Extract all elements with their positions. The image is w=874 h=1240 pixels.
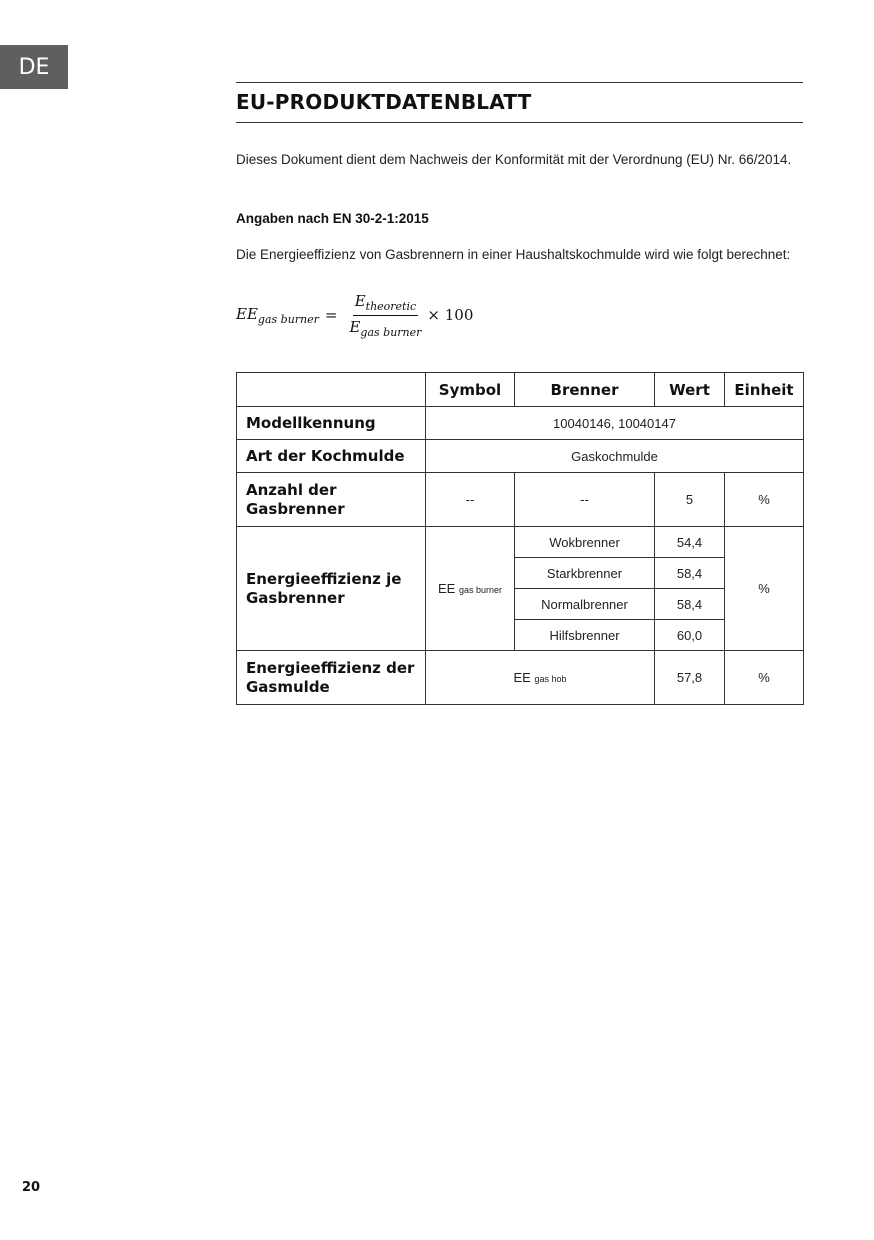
anzahl-label: Anzahl der Gasbrenner [237, 473, 426, 527]
effizienz-label: Energieeffizienz je Gasbrenner [237, 527, 426, 651]
art-value: Gaskochmulde [426, 440, 804, 473]
language-tab: DE [0, 45, 68, 89]
brenner-wert: 58,4 [655, 589, 725, 620]
brenner-name: Starkbrenner [515, 558, 655, 589]
anzahl-einheit: % [725, 473, 804, 527]
modell-label: Modellkennung [237, 407, 426, 440]
intro-paragraph: Dieses Dokument dient dem Nachweis der Konformität mit der Verordnung (EU) Nr. 66/2014. [236, 152, 792, 167]
formula-fraction [347, 292, 423, 339]
section-subheading: Angaben nach EN 30-2-1:2015 [236, 211, 429, 226]
product-data-table [236, 372, 804, 705]
title-rule-bottom [236, 122, 803, 123]
mulde-einheit: % [725, 651, 804, 705]
formula-equals: = [324, 306, 338, 324]
header-wert: Wert [655, 373, 725, 407]
table-row-modell [237, 407, 804, 440]
anzahl-brenner: -- [515, 473, 655, 527]
art-label: Art der Kochmulde [237, 440, 426, 473]
brenner-wert: 58,4 [655, 558, 725, 589]
page-number: 20 [22, 1180, 41, 1195]
page-title: EU-PRODUKTDATENBLATT [236, 90, 532, 114]
table-row-mulde [237, 651, 804, 705]
formula-numerator: $E_{theoretic}$ [353, 292, 418, 316]
anzahl-symbol: -- [426, 473, 515, 527]
header-symbol: Symbol [426, 373, 515, 407]
brenner-name: Wokbrenner [515, 527, 655, 558]
header-blank [237, 373, 426, 407]
calculation-paragraph: Die Energieeffizienz von Gasbrennern in einer Haushaltskochmulde wird wie folgt berechnet: [236, 247, 791, 262]
mulde-label: Energieeffizienz der Gasmulde [237, 651, 426, 705]
mulde-wert: 57,8 [655, 651, 725, 705]
brenner-name: Hilfsbrenner [515, 620, 655, 651]
formula-lhs: $EE_{gas burner}$ [236, 304, 319, 326]
table-header-row [237, 373, 804, 407]
title-rule-top [236, 82, 803, 83]
header-einheit: Einheit [725, 373, 804, 407]
brenner-wert: 54,4 [655, 527, 725, 558]
formula-factor: × 100 [427, 306, 474, 324]
effizienz-symbol: EE gas burner [426, 527, 515, 651]
brenner-name: Normalbrenner [515, 589, 655, 620]
table-row-effizienz [237, 527, 804, 558]
brenner-wert: 60,0 [655, 620, 725, 651]
mulde-symbol: EE gas hob [426, 651, 655, 705]
table-row-art [237, 440, 804, 473]
table-row-anzahl [237, 473, 804, 527]
anzahl-wert: 5 [655, 473, 725, 527]
header-brenner: Brenner [515, 373, 655, 407]
modell-value: 10040146, 10040147 [426, 407, 804, 440]
formula-denominator: $E_{gas burner}$ [349, 317, 422, 339]
effizienz-einheit: % [725, 527, 804, 651]
efficiency-formula [236, 290, 473, 340]
